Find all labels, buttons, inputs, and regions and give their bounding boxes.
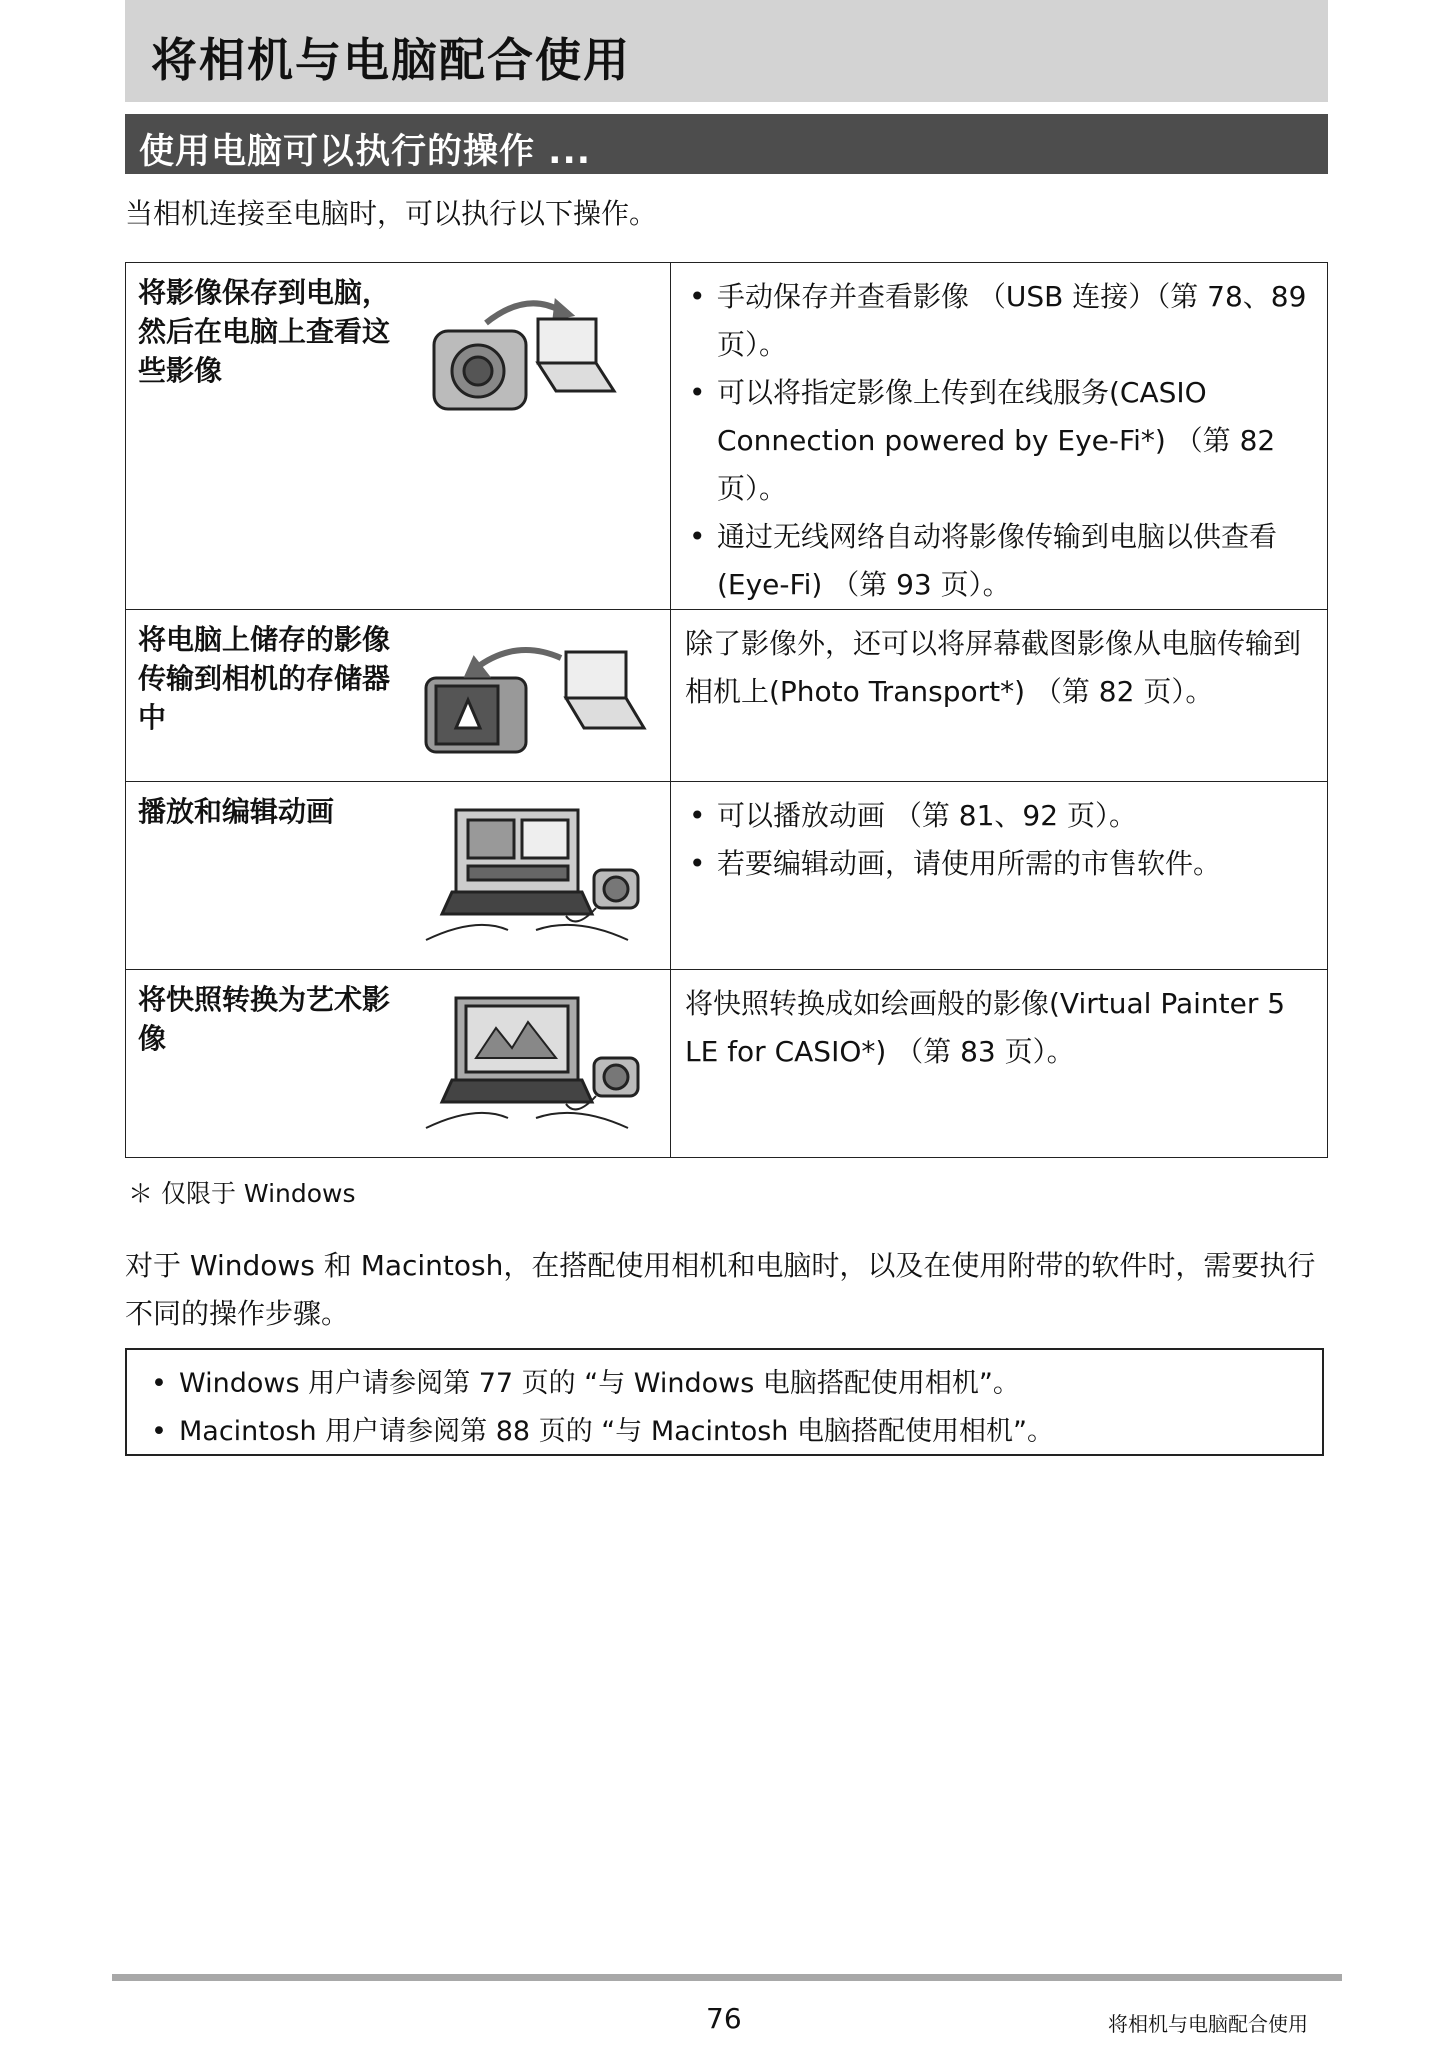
row-label: 将影像保存到电脑，然后在电脑上查看这些影像 [138,276,391,387]
laptop-to-camera-icon [416,618,656,768]
page-number: 76 [706,2002,742,2035]
row-description: 将快照转换成如绘画般的影像(Virtual Painter 5 LE for CASIO*) （第 83 页）。 [685,987,1286,1068]
row-label-cell [126,263,671,610]
row-description-cell [671,263,1328,610]
description-list [685,273,1313,609]
row-description-cell [671,782,1328,970]
list-item: • 可以将指定影像上传到在线服务(CASIO Connection powered by Eye-Fi*) （第 82 页）。 [685,369,1313,513]
list-item: • 通过无线网络自动将影像传输到电脑以供查看(Eye-Fi) （第 93 页）。 [685,513,1313,609]
platform-note: 对于 Windows 和 Macintosh，在搭配使用相机和电脑时，以及在使用附带的软件时，需要执行不同的操作步骤。 [125,1249,1316,1330]
section-heading: 使用电脑可以执行的操作 ... [139,132,592,172]
row-label: 将电脑上储存的影像传输到相机的存储器中 [138,623,391,734]
footnote: ＊ 仅限于 Windows [128,1179,356,1208]
page-title-bar [125,0,1328,102]
row-description-cell [671,970,1328,1158]
operations-table [125,262,1328,1158]
row-description-cell [671,610,1328,782]
list-item: • 可以播放动画 （第 81、92 页）。 [685,792,1313,840]
list-item: • 手动保存并查看影像 （USB 连接）（第 78、89 页）。 [685,273,1313,369]
table-row [126,782,1328,970]
row-label: 播放和编辑动画 [138,795,335,828]
row-label-cell [126,970,671,1158]
table-row [126,610,1328,782]
row-label: 将快照转换为艺术影像 [138,983,391,1055]
footer-section-title: 将相机与电脑配合使用 [1108,2012,1308,2036]
table-row [126,263,1328,610]
row-description: 除了影像外，还可以将屏幕截图影像从电脑传输到相机上(Photo Transport*) （第 82 页）。 [685,627,1302,708]
section-heading-bar [125,114,1328,174]
list-item: • Macintosh 用户请参阅第 88 页的 “与 Macintosh 电脑搭配使用相机”。 [147,1408,1054,1456]
reference-list [147,1360,1054,1456]
table-row [126,970,1328,1158]
intro-text: 当相机连接至电脑时，可以执行以下操作。 [125,197,658,230]
list-item: • 若要编辑动画，请使用所需的市售软件。 [685,840,1313,888]
footer-divider [112,1974,1342,1981]
movie-editing-laptop-icon [416,790,656,962]
row-label-cell [126,610,671,782]
list-item: • Windows 用户请参阅第 77 页的 “与 Windows 电脑搭配使用相机”。 [147,1360,1054,1408]
camera-to-laptop-icon [416,271,656,441]
page-title: 将相机与电脑配合使用 [151,33,631,87]
art-conversion-laptop-icon [416,978,656,1150]
description-list [685,792,1313,888]
row-label-cell [126,782,671,970]
reference-box [125,1348,1324,1456]
